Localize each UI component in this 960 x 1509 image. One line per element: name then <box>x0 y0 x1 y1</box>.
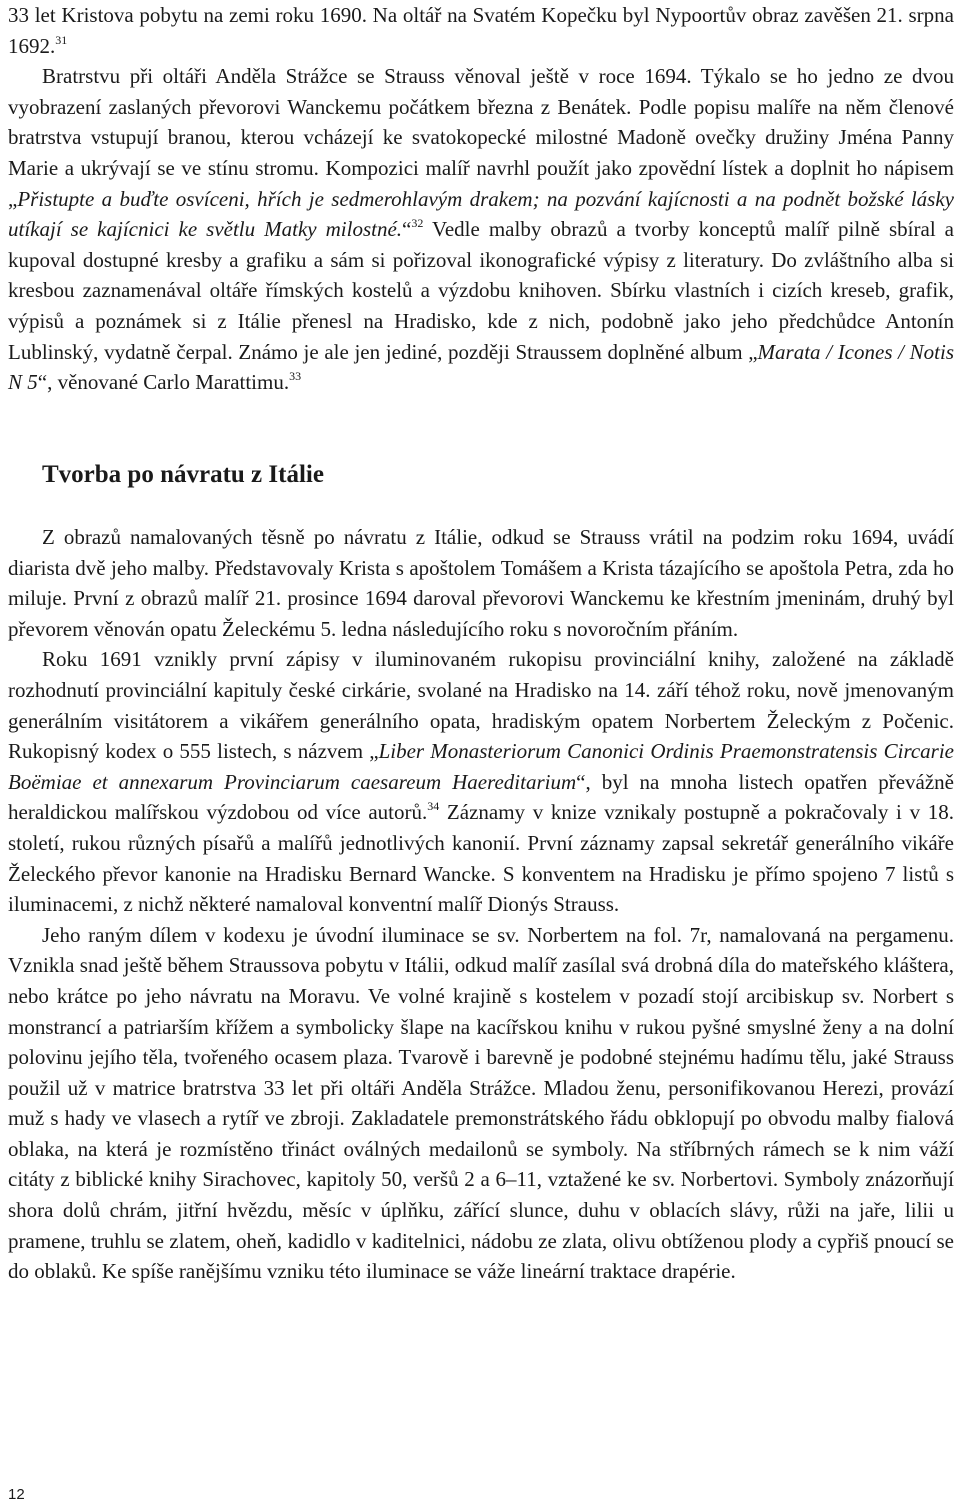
album-title: Marata / Icones / Notis N 5 <box>8 339 954 395</box>
paragraph-norbert-illumination: Jeho raným dílem v kodexu je úvodní iluminace se sv. Norbertem na fol. 7r, namalovaná na pergamenu. Vznikla snad ještě během Straussova pobytu v Itálii, odkud malíř zasílal svá drobná díla do mateřského kláštera, nebo krátce po jeho návratu na Moravu. Ve volné krajině s kostelem v pozadí stojí arcibiskup sv. Norbert s monstrancí a patriarším křížem a symbolicky šlape na kacířskou knihu v rukou pyšné smyslné ženy a na dolní polovinu jejího těla, tvořeného ocasem plaza. Tvarově i barevně je podobné stejnému hadímu tělu, jaké Strauss použil už v matrice bratrstva 33 let při oltáři Anděla Strážce. Mladou ženu, personifikovanou Herezi, provází muž s hady ve vlasech a rytíř ve zbroji. Zakladatele premonstrátského řádu obklopují po obvodu malby fialová oblaka, na která je rozmístěno třináct oválných medailonů se symboly. Na stříbrných rámech se k nim váží citáty z biblické knihy Sirachovec, kapitoly 50, veršů 2 a 6–11, vztažené ke sv. Norbertovi. Symboly znázorňují shora dolů chrám, jitřní hvězdu, měsíc v úplňku, zářící slunce, duhu v oblacích slávy, růži na jaře, lilii u pramene, truhlu se zlatem, oheň, kadidlo v kaditelnici, nádobu ze zlata, olivu obtíženou plody a cypřiš pnoucí se do oblaků. Ke spíše ranějšímu vzniku této iluminace se váže lineární traktace drapérie. <box>8 922 954 1284</box>
section-body <box>8 522 954 1287</box>
paragraph-confraternity <box>8 61 954 398</box>
footnote-ref-34: 34 <box>427 799 440 814</box>
paragraph-text: Bratrstvu při oltáři Anděla Strážce se Strauss věnoval ještě v roce 1694. Týkalo se ho jedno ze dvou vyobrazení zaslaných převorovi Wanckemu počátkem března z Benátek. Podle popisu malíře na něm členové bratrstva vstupují branou, kterou vcházejí ke svatokopecké milostné Madoně ovečky družiny Jména Panny Marie a ukrývají se ve stínu stromu. Kompozici malíř navrhl použít jako zpovědní lístek a doplnit ho nápisem „ <box>8 64 954 211</box>
paragraph-provincial-book <box>8 644 954 919</box>
paragraph-text: “, byl na mnoha listech opatřen převážně heraldickou malířskou výzdobou od více autorů. <box>8 769 954 825</box>
paragraph-continued <box>8 0 954 61</box>
codex-title: Liber Monasteriorum Canonici Ordinis Praemonstratensis Circarie Boëmiae et annexarum Provinciarum caesareum Haereditarium <box>8 739 954 794</box>
paragraph-text: Záznamy v knize vznikaly postupně a pokračovaly i v 18. století, rukou různých písařů a malířů jednotlivých kanonií. První záznamy zapsal sekretář generálního vikáře Želeckého převor kanonie na Hradisku Bernard Wancke. S konventem na Hradisku je přímo spojeno 7 listů s iluminacemi, z nichž některé namaloval konventní malíř Dionýs Strauss. <box>8 800 955 917</box>
paragraph-text: Vedle malby obrazů a tvorby konceptů malíř pilně sbíral a kupoval dostupné kresby a grafiku a sám si pořizoval ikonografické výpisy z literatury. Do zvláštního alba si kresbou zaznamenával oltáře římských kostelů a výzdobu knihoven. Sbírku vlastních i cizích kreseb, grafik, výpisů a poznámek si z Itálie přenesl na Hradisko, kde z nich, podobně jako jeho předchůdce Antonín Lublinský, vydatně čerpal. Známo je ale jen jediné, později Straussem doplněné album „ <box>8 217 954 364</box>
paragraph-text: 33 let Kristova pobytu na zemi roku 1690. Na oltář na Svatém Kopečku byl Nypoortův obraz zavěšen 21. srpna 1692. <box>8 3 954 58</box>
inscription-quote: Přistupte a buďte osvíceni, hřích je sedmerohlavým drakem; na pozvání kajícnosti a na podnět božské lásky utíkají se kajícnici ke světlu Matky milostné. <box>8 186 954 242</box>
paragraph-text: Roku 1691 vznikly první zápisy v iluminovaném rukopisu provinciální knihy, založené na základě rozhodnutí provinciální kapituly české cirkárie, svolané na Hradisko na 14. září téhož roku, nově jmenovaným generálním visitátorem a vikářem generálního opata, hradiským opatem Norbertem Želeckým z Počenic. Rukopisný kodex o 555 listech, s názvem „ <box>8 647 954 764</box>
footnote-ref-32: 32 <box>411 216 424 231</box>
footnote-ref-33: 33 <box>289 369 302 384</box>
paragraph-text: “, věnované Carlo Marattimu. <box>37 370 290 395</box>
section-heading: Tvorba po návratu z Itálie <box>42 461 324 488</box>
paragraph-after-italy: Z obrazů namalovaných těsně po návratu z Itálie, odkud se Strauss vrátil na podzim roku 1694, uvádí diarista dvě jeho malby. Představovaly Krista s apoštolem Tomášem a Krista tázajícího se apoštola Petra, zda ho miluje. První z obrazů malíř 21. prosince 1694 daroval převorovi Wanckemu ke křestním jmeninám, druhý byl převorem věnován opatu Želeckému 5. ledna následujícího roku s novoročním přáním. <box>8 525 954 641</box>
top-block <box>8 0 954 398</box>
footnote-ref-31: 31 <box>55 32 68 47</box>
closing-quote: “ <box>402 217 412 242</box>
page-number: 12 <box>8 1486 25 1503</box>
